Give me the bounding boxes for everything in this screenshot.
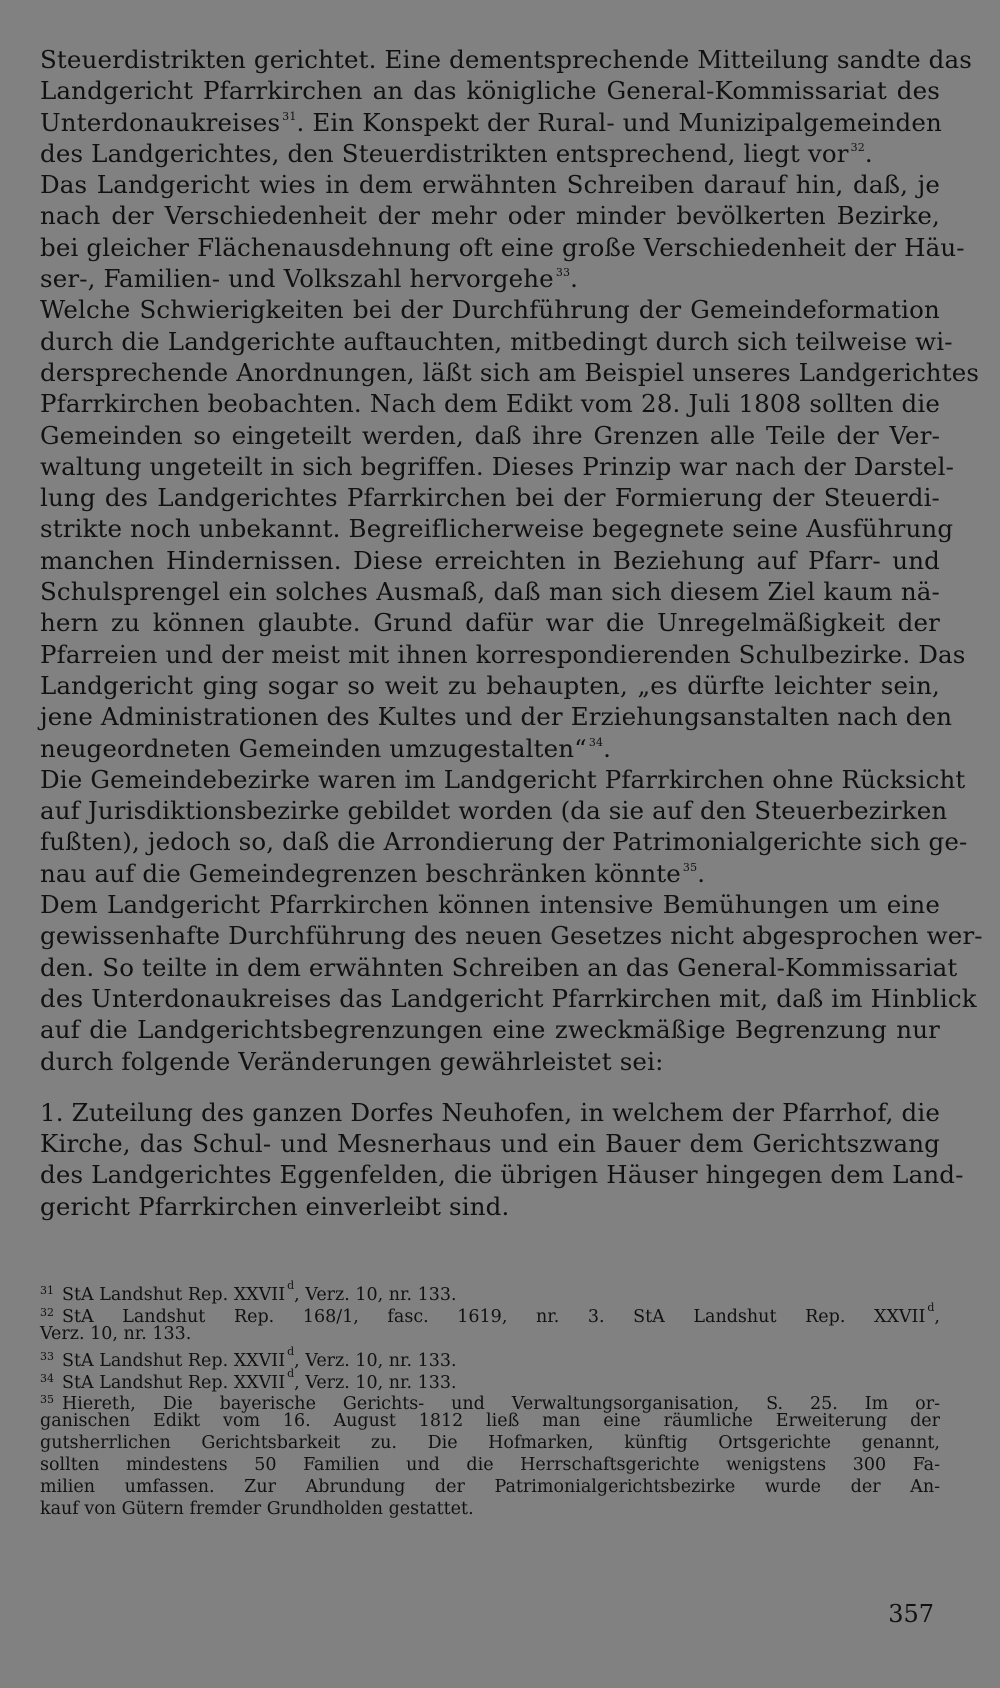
text-line (40, 232, 965, 263)
text-line (40, 889, 940, 920)
text-line (40, 607, 940, 638)
line-text: lung des Landgerichtes Pfarrkirchen bei der Formierung der Steuerdi- (40, 483, 940, 513)
line-text: des Landgerichtes, den Steuerdistrikten entsprechend, liegt vor (40, 138, 849, 168)
text-line (40, 1159, 964, 1190)
line-text: Landgericht ging sogar so weit zu behaupten, „es dürfte leichter sein, (40, 670, 940, 700)
text-line (40, 639, 966, 670)
text-line (40, 983, 977, 1014)
line-text-continued: , Verz. 10, nr. 133. (294, 1372, 457, 1393)
footnote-number: 34 (40, 1371, 54, 1385)
line-text-continued: . (603, 733, 612, 763)
footnote-line (40, 1324, 940, 1346)
text-line (40, 670, 940, 701)
line-text: durch folgende Veränderungen gewährleistet sei: (40, 1046, 664, 1076)
footnote-line (40, 1455, 940, 1477)
text-line (40, 545, 940, 576)
line-text: Pfarrkirchen beobachten. Nach dem Edikt vom 28. Juli 1808 sollten die (40, 389, 940, 419)
line-text-continued: , Verz. 10, nr. 133. (294, 1285, 457, 1305)
line-text-continued: , (934, 1306, 940, 1327)
footnote-reference: 35 (682, 860, 698, 874)
line-text: Steuerdistrikten gerichtet. Eine dementsprechende Mitteilung sandte das (40, 45, 972, 74)
line-text: Kirche, das Schul- und Mesnerhaus und ein Bauer dem Gerichtszwang (40, 1129, 940, 1159)
main-text (40, 44, 983, 1222)
line-text: Landgericht Pfarrkirchen an das königliche General-Kommissariat des (40, 76, 940, 106)
footnote-line (40, 1433, 940, 1455)
footnote-line (40, 1366, 940, 1393)
text-line (40, 701, 953, 732)
line-text: nach der Verschiedenheit der mehr oder minder bevölkerten Bezirke, (40, 201, 940, 231)
line-text: gericht Pfarrkirchen einverleibt sind. (40, 1191, 510, 1221)
footnote-line (40, 1300, 940, 1327)
text-line (40, 733, 940, 764)
text-line (40, 44, 972, 75)
line-text: den. So teilte in dem erwähnten Schreiben an das General-Kommissariat (40, 952, 958, 982)
line-text: StA Landshut Rep. XXVII (62, 1350, 286, 1371)
line-text: gutsherrlichen Gerichtsbarkeit zu. Die Hofmarken, künftig Ortsgerichte genannt, (40, 1433, 940, 1454)
line-text: Unterdonaukreises (40, 107, 281, 137)
text-line (40, 952, 958, 983)
text-line (40, 764, 966, 795)
line-text: Gemeinden so eingeteilt werden, daß ihre Grenzen alle Teile der Ver- (40, 420, 940, 450)
footnote-reference: 32 (850, 140, 865, 154)
line-text: hern zu können glaubte. Grund dafür war die Unregelmäßigkeit der (40, 608, 940, 638)
superscript-mark: d (287, 1344, 295, 1358)
line-text: sollten mindestens 50 Familien und die Herrschaftsgerichte wenigstens 300 Fa- (40, 1455, 940, 1476)
text-line (40, 357, 980, 388)
line-text: waltung ungeteilt in sich begriffen. Dieses Prinzip war nach der Darstel- (40, 451, 954, 481)
line-text: nau auf die Gemeindegrenzen beschränken könnte (40, 858, 681, 888)
line-text: ganischen Edikt vom 16. August 1812 ließ man eine räumliche Erweiterung der (40, 1411, 940, 1432)
paragraph-gap (40, 1077, 940, 1097)
line-text: Verz. 10, nr. 133. (40, 1323, 192, 1344)
line-text: auf die Landgerichtsbegrenzungen eine zweckmäßige Begrenzung nur (40, 1015, 940, 1045)
text-line (40, 326, 953, 357)
text-line (40, 107, 940, 138)
footnote-line (40, 1477, 940, 1499)
text-line (40, 795, 948, 826)
line-text: milien umfassen. Zur Abrundung der Patrimonialgerichtsbezirke wurde der An- (40, 1477, 940, 1498)
text-line (40, 826, 968, 857)
footnote-line (40, 1411, 940, 1433)
line-text: kauf von Gütern fremder Grundholden gestattet. (40, 1498, 474, 1519)
footnote-line (40, 1344, 940, 1371)
text-line (40, 388, 940, 419)
line-text: durch die Landgerichte auftauchten, mitbedingt durch sich teilweise wi- (40, 326, 953, 356)
superscript-mark: d (287, 1366, 295, 1380)
line-text: StA Landshut Rep. XXVII (62, 1372, 286, 1393)
text-line (40, 1097, 940, 1128)
line-text: bei gleicher Flächenausdehnung oft eine große Verschiedenheit der Häu- (40, 232, 965, 262)
footnote-reference: 33 (555, 266, 571, 280)
line-text: StA Landshut Rep. XXVII (62, 1285, 286, 1305)
footnote-reference: 34 (588, 735, 604, 749)
superscript-mark: d (927, 1300, 935, 1314)
line-text: Schulsprengel ein solches Ausmaß, daß man sich diesem Ziel kaum nä- (40, 577, 940, 607)
line-text: des Unterdonaukreises das Landgericht Pfarrkirchen mit, daß im Hinblick (40, 983, 977, 1013)
line-text: dersprechende Anordnungen, läßt sich am Beispiel unseres Landgerichtes (40, 357, 980, 387)
line-text: Die Gemeindebezirke waren im Landgericht Pfarrkirchen ohne Rücksicht (40, 764, 966, 794)
footnote-line (40, 1279, 940, 1305)
line-text: strikte noch unbekannt. Begreiflicherweise begegnete seine Ausführung (40, 514, 954, 544)
line-text: Dem Landgericht Pfarrkirchen können intensive Bemühungen um eine (40, 890, 940, 920)
footnote-reference: 31 (282, 109, 297, 123)
footnote-number: 33 (40, 1349, 54, 1363)
text-line (40, 576, 940, 607)
line-text: Das Landgericht wies in dem erwähnten Schreiben darauf hin, daß, je (40, 170, 940, 200)
text-line (40, 482, 940, 513)
text-line (40, 1128, 940, 1159)
line-text: fußten), jedoch so, daß die Arrondierung der Patrimonialgerichte sich ge- (40, 827, 968, 857)
line-text-continued: . Ein Konspekt der Rural- und Munizipalgemeinden (296, 107, 942, 137)
line-text: 1. Zuteilung des ganzen Dorfes Neuhofen, in welchem der Pfarrhof, die (40, 1097, 940, 1127)
line-text: ser-, Familien- und Volkszahl hervorgehe (40, 264, 554, 294)
line-text: StA Landshut Rep. 168/1, fasc. 1619, nr. 3. StA Landshut Rep. XXVII (62, 1306, 926, 1327)
line-text: gewissenhafte Durchführung des neuen Gesetzes nicht abgesprochen wer- (40, 921, 983, 951)
line-text: jene Administrationen des Kultes und der Erziehungsanstalten nach den (40, 702, 953, 732)
line-text: auf Jurisdiktionsbezirke gebildet worden (da sie auf den Steuerbezirken (40, 796, 948, 826)
line-text: des Landgerichtes Eggenfelden, die übrigen Häuser hingegen dem Land- (40, 1160, 964, 1190)
superscript-mark: d (287, 1279, 295, 1292)
text-line (40, 920, 983, 951)
line-text-continued: . (697, 858, 706, 888)
text-line (40, 138, 940, 169)
footnote-number: 35 (40, 1393, 54, 1407)
line-text-continued: . (570, 264, 579, 294)
line-text: Welche Schwierigkeiten bei der Durchführung der Gemeindeformation (40, 295, 940, 325)
line-text-continued: , Verz. 10, nr. 133. (294, 1350, 457, 1371)
text-line (40, 200, 940, 231)
text-line (40, 420, 940, 451)
page-number: 357 (888, 1600, 934, 1628)
text-line (40, 451, 954, 482)
footnote-line (40, 1389, 940, 1415)
footnotes (40, 1280, 940, 1521)
line-text: neugeordneten Gemeinden umzugestalten“ (40, 733, 587, 763)
text-line (40, 1046, 940, 1077)
footnote-number: 32 (40, 1305, 54, 1319)
line-text: Hiereth, Die bayerische Gerichts- und Verwaltungsorganisation, S. 25. Im or- (62, 1394, 940, 1415)
footnote-line (40, 1499, 940, 1521)
line-text-continued: . (864, 138, 873, 168)
text-line (40, 75, 940, 106)
footnote-number: 31 (40, 1284, 54, 1297)
text-line (40, 169, 940, 200)
text-line (40, 1014, 940, 1045)
text-line (40, 263, 940, 294)
text-line (40, 513, 954, 544)
text-line (40, 294, 940, 325)
line-text: manchen Hindernissen. Diese erreichten in Beziehung auf Pfarr- und (40, 545, 940, 575)
line-text: Pfarreien und der meist mit ihnen korrespondierenden Schulbezirke. Das (40, 639, 966, 669)
text-line (40, 858, 940, 889)
text-line (40, 1191, 940, 1222)
